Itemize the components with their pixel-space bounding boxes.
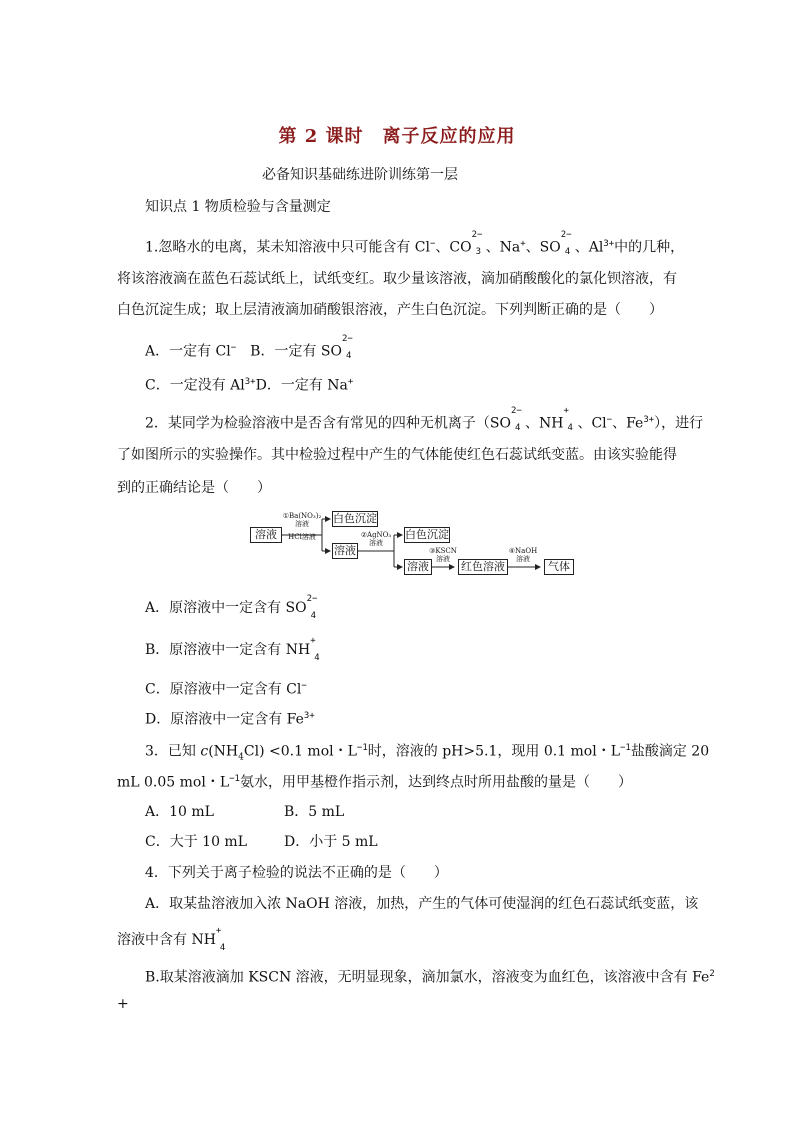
box-solution-3: 溶液 (404, 559, 432, 575)
q4-option-a-line2: 溶液中含有 NH + 4 (117, 926, 226, 953)
experiment-flow-diagram (248, 509, 578, 579)
q1-text-a: 1.忽略水的电离，某未知溶液中只可能含有 Cl (145, 239, 430, 256)
step3-reagent-label: ③KSCN 溶液 (429, 547, 457, 563)
q3-option-c: C．大于 10 mL (145, 834, 247, 850)
q1-line2: 将该溶液滴在蓝色石蕊试纸上，试纸变红。取少量该溶液，滴加硝酸酸化的氯化钡溶液，有 (117, 271, 677, 287)
q2-line1: 2．某同学为检验溶液中是否含有常见的四种无机离子（SO 2− 4 、NH + 4 、Cl−、$Fe^{3+}$），进行 (145, 406, 704, 433)
q4-option-b-line2: + (117, 996, 129, 1012)
knowledge-point-heading: 知识点 1 物质检验与含量测定 (145, 199, 331, 215)
q3-option-b: B．5 mL (284, 804, 345, 820)
q2-option-c: C．原溶液中一定含有 Cl− (145, 681, 307, 698)
q1-option-a: A．一定有 Cl (145, 343, 231, 360)
q4-option-b-line1: B.取某溶液滴加 KSCN 溶液，无明显现象，滴加氯水，溶液变为血红色，该溶液中含有 Fe$^2$ (145, 969, 715, 986)
q2-option-b: B．原溶液中一定含有 NH + 4 (145, 636, 320, 663)
q3-option-a: A．10 mL (145, 804, 214, 820)
q1-line3: 白色沉淀生成；取上层清液滴加硝酸银溶液，产生白色沉淀。下列判断正确的是（ ） (117, 302, 663, 318)
q4-stem: 4．下列关于离子检验的说法不正确的是（ ） (145, 865, 448, 881)
box-gas: 气体 (544, 559, 574, 575)
step4-reagent-label: ④NaOH 溶液 (508, 547, 538, 563)
q1-options-cd: C．一定没有 $Al^{3+}D$．一定有 Na+ (145, 377, 354, 394)
q3-option-d: D．小于 5 mL (284, 834, 378, 850)
box-white-precipitate-1: 白色沉淀 (333, 512, 377, 525)
step2-reagent-label: ②AgNO₃ 溶液 (360, 531, 392, 547)
step1-reagent-label: ①Ba(NO₃)₂ 溶液 HCl溶液 (282, 512, 322, 541)
box-white-precipitate-2: 白色沉淀 (405, 528, 449, 541)
q3-line2: mL 0.05 mol・$L^{-1}$氨水，用甲基橙作指示剂，达到终点时所用盐酸的量是（ ） (117, 774, 632, 791)
page-title: 第 2 课时 离子反应的应用 (278, 126, 516, 147)
q3-options-ab (145, 802, 344, 822)
box-solution-1: 溶液 (250, 527, 282, 543)
box-solution-2: 溶液 (334, 544, 356, 557)
q1-options-ab: A．一定有 Cl− B．一定有 SO 2− 4 (145, 334, 353, 361)
box-red-solution: 红色溶液 (458, 559, 508, 575)
q4-option-a-line1: A．取某盐溶液加入浓 NaOH 溶液，加热，产生的气体可使湿润的红色石蕊试纸变蓝，该 (145, 896, 699, 912)
q2-line3: 到的正确结论是（ ） (117, 480, 271, 496)
q3-line1: 3．已知 $c(NH_4Cl) <0.1$ mol・$L^{-1}$时，溶液的 pH>5.1，现用 0.1 mol・$L^{-1}$盐酸滴定 20 (145, 743, 710, 763)
q1-line1: 1.忽略水的电离，某未知溶液中只可能含有 Cl−、CO 2− 3 、Na+、SO 2− 4 、$Al^{3+}$中的几种， (145, 230, 685, 257)
section-subtitle: 必备知识基础练进阶训练第一层 (262, 167, 458, 183)
q3-options-cd (145, 832, 378, 852)
q1-option-d: D．一定有 Na (255, 377, 348, 394)
q1-option-c: C．一定没有 Al (145, 377, 245, 394)
q2-option-a: A．原溶液中一定含有 SO 2− 4 (145, 594, 318, 621)
q2-option-d: D．原溶液中一定含有 $Fe^{3+}$ (145, 711, 315, 728)
q1-option-b: B．一定有 SO (250, 343, 342, 360)
q2-line2: 了如图所示的实验操作。其中检验过程中产生的气体能使红色石蕊试纸变蓝。由该实验能得 (117, 447, 677, 463)
